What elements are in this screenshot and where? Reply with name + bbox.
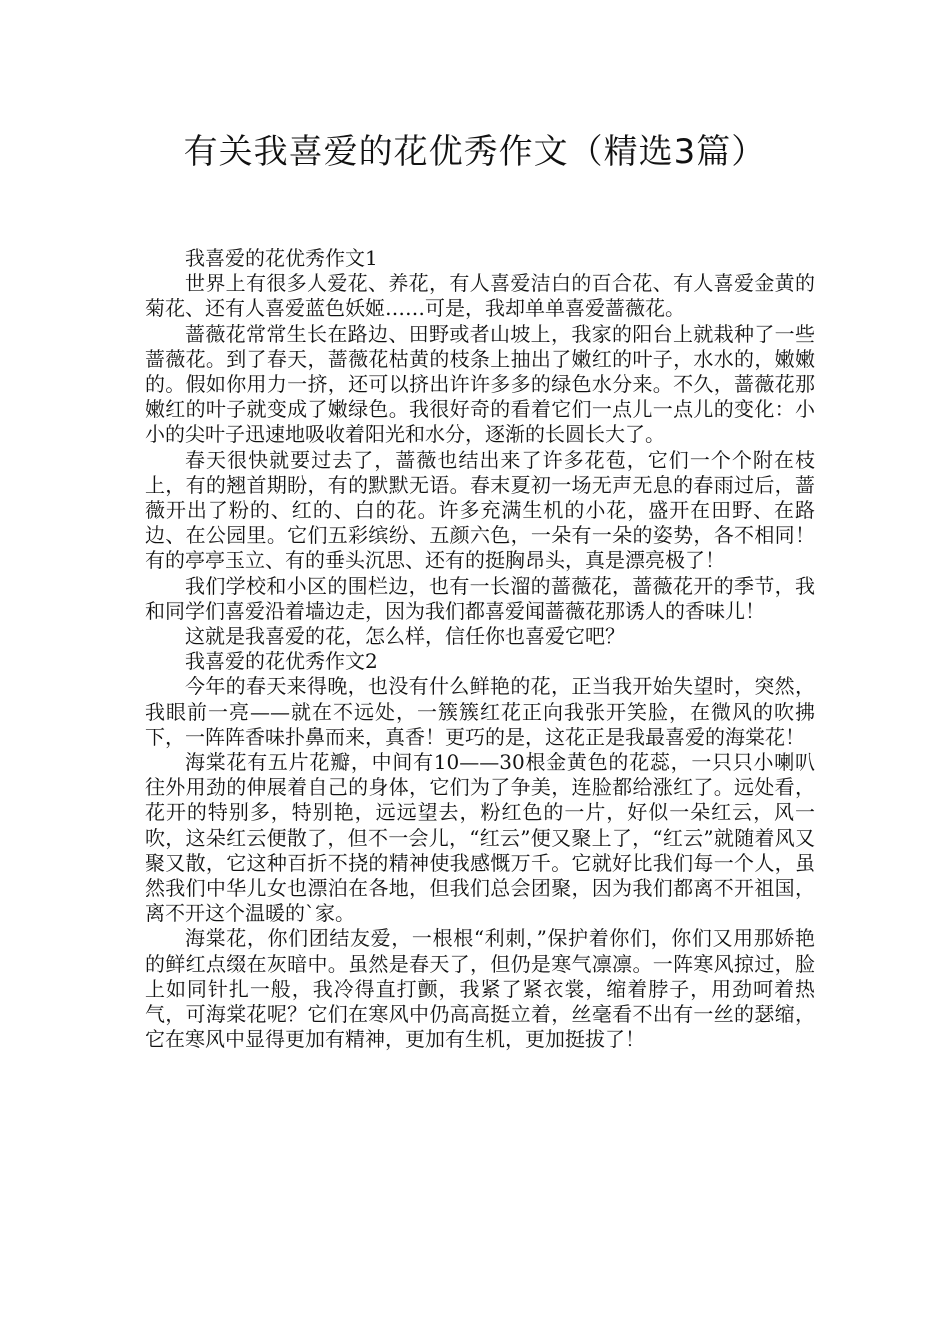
paragraph: 海棠花有五片花瓣，中间有10——30根金黄色的花蕊，一只只小喇叭往外用劲的伸展着自己的身体，它们为了争美，连脸都给涨红了。远处看，花开的特别多，特别艳，远远望去，粉红色的一片，好似一朵红云，风一吹，这朵红云便散了，但不一会儿，“红云”便又聚上了，“红云”就随着风又聚又散，它这种百折不挠的精神使我感慨万千。它就好比我们每一个人，虽然我们中华儿女也漂泊在各地，但我们总会团聚，因为我们都离不开祖国，离不开这个温暖的`家。 (145, 750, 815, 926)
essay-heading-2: 我喜爱的花优秀作文2 (185, 649, 378, 674)
paragraph: 春天很快就要过去了，蔷薇也结出来了许多花苞，它们一个个附在枝上，有的翘首期盼，有的默默无语。春末夏初一场无声无息的春雨过后，蔷薇开出了粉的、红的、白的花。许多充满生机的小花，盛开在田野、在路边、在公园里。它们五彩缤纷、五颜六色，一朵有一朵的姿势，各不相同！有的亭亭玉立、有的垂头沉思、还有的挺胸昂头，真是漂亮极了！ (145, 447, 815, 573)
paragraph: 世界上有很多人爱花、养花，有人喜爱洁白的百合花、有人喜爱金黄的菊花、还有人喜爱蓝色妖姬……可是，我却单单喜爱蔷薇花。 (145, 271, 815, 321)
paragraph: 我们学校和小区的围栏边，也有一长溜的蔷薇花，蔷薇花开的季节，我和同学们喜爱沿着墙边走，因为我们都喜爱闻蔷薇花那诱人的香味儿！ (145, 573, 815, 623)
paragraph: 这就是我喜爱的花，怎么样，信任你也喜爱它吧？ (185, 624, 625, 649)
essay-heading-1: 我喜爱的花优秀作文1 (185, 246, 378, 270)
paragraph: 蔷薇花常常生长在路边、田野或者山坡上，我家的阳台上就栽种了一些蔷薇花。到了春天，蔷薇花枯黄的枝条上抽出了嫩红的叶子，水水的，嫩嫩的。假如你用力一挤，还可以挤出许许多多的绿色水分来。不久，蔷薇花那嫩红的叶子就变成了嫩绿色。我很好奇的看着它们一点儿一点儿的变化：小小的尖叶子迅速地吸收着阳光和水分，逐渐的长圆长大了。 (145, 321, 815, 447)
document-title: 有关我喜爱的花优秀作文（精选3篇） (183, 132, 767, 172)
paragraph: 今年的春天来得晚，也没有什么鲜艳的花，正当我开始失望时，突然，我眼前一亮——就在不远处，一簇簇红花正向我张开笑脸，在微风的吹拂下，一阵阵香味扑鼻而来，真香！更巧的是，这花正是我最喜爱的海棠花！ (145, 674, 815, 749)
paragraph: 海棠花，你们团结友爱，一根根“利刺，”保护着你们，你们又用那娇艳的鲜红点缀在灰暗中。虽然是春天了，但仍是寒气凛凛。一阵寒风掠过，脸上如同针扎一般，我冷得直打颤，我紧了紧衣裳，缩着脖子，用劲呵着热气，可海棠花呢？它们在寒风中仍高高挺立着，丝毫看不出有一丝的瑟缩，它在寒风中显得更加有精神，更加有生机，更加挺拔了！ (145, 926, 815, 1052)
document-body (145, 246, 815, 1053)
